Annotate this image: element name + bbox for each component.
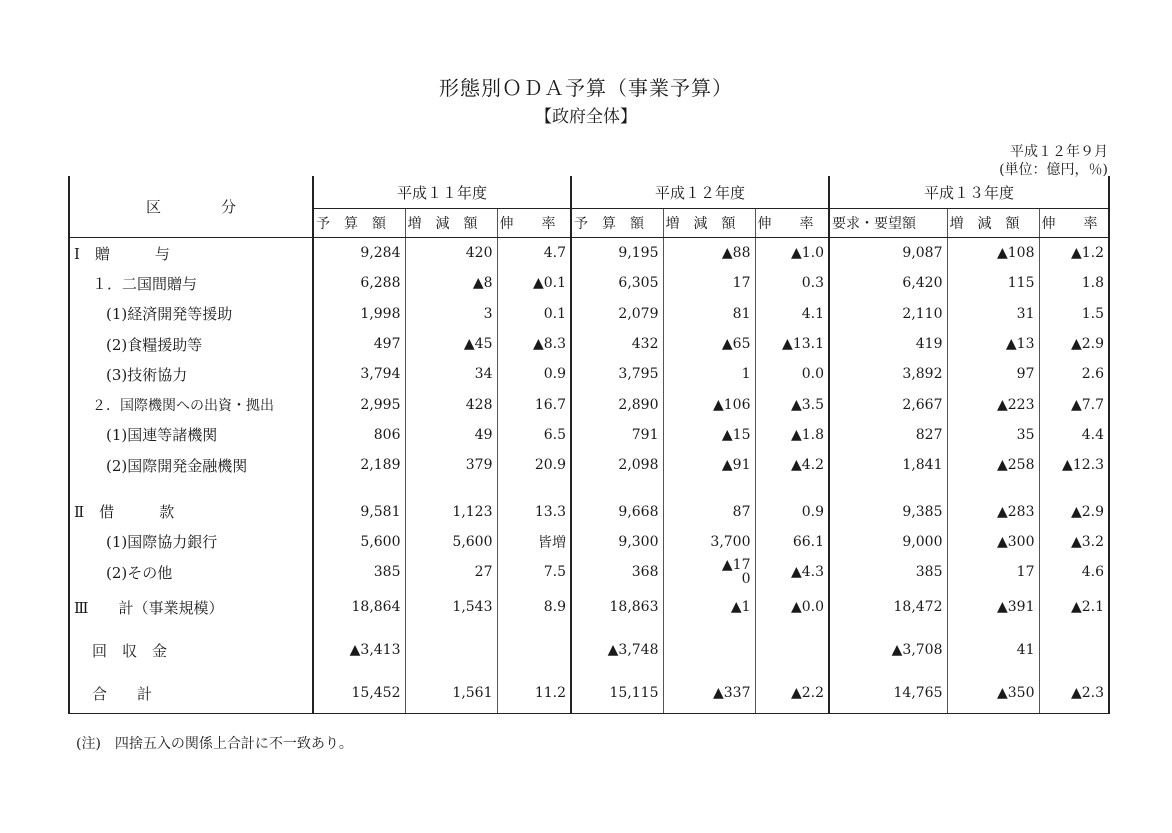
cell-value: 11.2 xyxy=(497,673,571,713)
cell-value: 15,452 xyxy=(313,673,405,713)
cell-value: ▲300 xyxy=(947,527,1039,557)
document-title: 形態別ＯＤＡ予算（事業予算） xyxy=(439,76,733,100)
cell-value: ▲65 xyxy=(663,329,755,359)
cell-value: 66.1 xyxy=(755,527,829,557)
cell-value: ▲8 xyxy=(405,268,497,298)
row-label: (1)経済開発等援助 xyxy=(69,299,313,329)
cell-value: ▲91 xyxy=(663,450,755,480)
cell-value: 27 xyxy=(405,557,497,587)
row-label: Ⅲ 計（事業規模） xyxy=(69,587,313,627)
cell-value: 2,995 xyxy=(313,389,405,419)
cell-value: ▲88 xyxy=(663,238,755,269)
cell-value: ▲3.5 xyxy=(755,389,829,419)
cell-value: ▲1.2 xyxy=(1039,238,1109,269)
cell-value: ▲12.3 xyxy=(1039,450,1109,480)
cell-value: ▲2.9 xyxy=(1039,329,1109,359)
cell-value: ▲223 xyxy=(947,389,1039,419)
table-row xyxy=(69,557,1109,587)
cell-value xyxy=(663,557,755,587)
cell-value: 97 xyxy=(947,359,1039,389)
cell-value: 432 xyxy=(571,329,663,359)
cell-value: ▲2.3 xyxy=(1039,673,1109,713)
cell-value: ▲13.1 xyxy=(755,329,829,359)
cell-value: 1,123 xyxy=(405,496,497,526)
cell-value: 20.9 xyxy=(497,450,571,480)
cell-value: ▲108 xyxy=(947,238,1039,269)
table-row xyxy=(69,420,1109,450)
cell-value: ▲2.9 xyxy=(1039,496,1109,526)
cell-value: 9,668 xyxy=(571,496,663,526)
change-header: 増 減 額 xyxy=(947,209,1039,238)
cell-value: 6,305 xyxy=(571,268,663,298)
cell-value: ▲283 xyxy=(947,496,1039,526)
cell-value: ▲0.1 xyxy=(497,268,571,298)
cell-value: 9,195 xyxy=(571,238,663,269)
table-row xyxy=(69,238,1109,269)
cell-value: 35 xyxy=(947,420,1039,450)
cell-value: 9,385 xyxy=(829,496,947,526)
row-label: (2)その他 xyxy=(69,557,313,587)
cell-value: ▲15 xyxy=(663,420,755,450)
cell-value: 3,794 xyxy=(313,359,405,389)
cell-value: 1,543 xyxy=(405,587,497,627)
cell-value: ▲3.2 xyxy=(1039,527,1109,557)
cell-value: 2,890 xyxy=(571,389,663,419)
cell-value: 18,472 xyxy=(829,587,947,627)
year-header-h11: 平成１１年度 xyxy=(313,176,571,209)
cell-value: 4.1 xyxy=(755,299,829,329)
cell-value: 2,098 xyxy=(571,450,663,480)
cell-value: 9,000 xyxy=(829,527,947,557)
change-header: 増 減 額 xyxy=(405,209,497,238)
cell-value xyxy=(663,627,755,673)
spacer-row xyxy=(69,480,1109,496)
cell-value: 1,998 xyxy=(313,299,405,329)
cell-value: 115 xyxy=(947,268,1039,298)
cell-value: 368 xyxy=(571,557,663,587)
cell-value: 17 xyxy=(947,557,1039,587)
cell-value: 3,795 xyxy=(571,359,663,389)
cell-value: 6,288 xyxy=(313,268,405,298)
cell-value: 420 xyxy=(405,238,497,269)
cell-value: 9,087 xyxy=(829,238,947,269)
cell-value: ▲1 xyxy=(663,587,755,627)
table-row xyxy=(69,450,1109,480)
change-header: 増 減 額 xyxy=(663,209,755,238)
table-row xyxy=(69,299,1109,329)
cell-value: 1,561 xyxy=(405,673,497,713)
year-header-h13: 平成１３年度 xyxy=(829,176,1109,209)
cell-value: 3 xyxy=(405,299,497,329)
rate-header: 伸 率 xyxy=(755,209,829,238)
cell-value: 791 xyxy=(571,420,663,450)
table-row xyxy=(69,496,1109,526)
cell-value: 9,300 xyxy=(571,527,663,557)
cell-value: 4.4 xyxy=(1039,420,1109,450)
cell-value: ▲4.2 xyxy=(755,450,829,480)
cell-value xyxy=(405,627,497,673)
category-header: 区 分 xyxy=(69,176,313,238)
row-label: ２．国際機関への出資・拠出 xyxy=(69,389,313,419)
cell-value: 4.6 xyxy=(1039,557,1109,587)
budget-header: 予 算 額 xyxy=(313,209,405,238)
cell-value xyxy=(497,627,571,673)
cell-value: ▲1.8 xyxy=(755,420,829,450)
row-label: 回 収 金 xyxy=(69,627,313,673)
cell-value: 81 xyxy=(663,299,755,329)
cell-value: ▲3,413 xyxy=(313,627,405,673)
cell-value: ▲391 xyxy=(947,587,1039,627)
row-label: Ⅰ 贈 与 xyxy=(69,238,313,269)
date-label: 平成１２年９月 xyxy=(1010,144,1108,160)
table-row xyxy=(69,359,1109,389)
row-label: (1)国連等諸機関 xyxy=(69,420,313,450)
cell-value: 2,079 xyxy=(571,299,663,329)
cell-value: 1.5 xyxy=(1039,299,1109,329)
table-row xyxy=(69,627,1109,673)
cell-value: 419 xyxy=(829,329,947,359)
cell-value: 3,700 xyxy=(663,527,755,557)
table-row xyxy=(69,673,1109,713)
cell-value: 379 xyxy=(405,450,497,480)
cell-value: 0.9 xyxy=(497,359,571,389)
cell-value: 497 xyxy=(313,329,405,359)
table-row xyxy=(69,527,1109,557)
cell-value: ▲3,748 xyxy=(571,627,663,673)
cell-value: 87 xyxy=(663,496,755,526)
cell-value: 827 xyxy=(829,420,947,450)
cell-value: 6.5 xyxy=(497,420,571,450)
cell-value: 17 xyxy=(663,268,755,298)
cell-value: 31 xyxy=(947,299,1039,329)
table-row xyxy=(69,389,1109,419)
header-row-years xyxy=(69,176,1109,209)
cell-value: ▲4.3 xyxy=(755,557,829,587)
cell-value: ▲45 xyxy=(405,329,497,359)
cell-value: ▲8.3 xyxy=(497,329,571,359)
cell-value: ▲3,708 xyxy=(829,627,947,673)
oda-budget-table xyxy=(68,176,1110,714)
cell-value: 4.7 xyxy=(497,238,571,269)
cell-value: 0.9 xyxy=(755,496,829,526)
cell-value: 385 xyxy=(829,557,947,587)
cell-value: 0.1 xyxy=(497,299,571,329)
row-label: (2)国際開発金融機関 xyxy=(69,450,313,480)
row-label: (1)国際協力銀行 xyxy=(69,527,313,557)
document-subtitle: 【政府全体】 xyxy=(535,107,637,127)
budget-header: 予 算 額 xyxy=(571,209,663,238)
cell-value: ▲1.0 xyxy=(755,238,829,269)
cell-value: 13.3 xyxy=(497,496,571,526)
footnote: (注) 四捨五入の関係上合計に不一致あり。 xyxy=(76,736,353,752)
cell-value-line1: ▲17 xyxy=(721,557,751,574)
row-label: １．二国間贈与 xyxy=(69,268,313,298)
cell-value: ▲13 xyxy=(947,329,1039,359)
cell-value: 2,667 xyxy=(829,389,947,419)
row-label: (3)技術協力 xyxy=(69,359,313,389)
cell-value: ▲7.7 xyxy=(1039,389,1109,419)
row-label: (2)食糧援助等 xyxy=(69,329,313,359)
cell-value: 8.9 xyxy=(497,587,571,627)
cell-value: 9,581 xyxy=(313,496,405,526)
cell-value: 34 xyxy=(405,359,497,389)
cell-value-line2: 0 xyxy=(741,571,751,588)
cell-value: 9,284 xyxy=(313,238,405,269)
table-row xyxy=(69,329,1109,359)
cell-value: ▲258 xyxy=(947,450,1039,480)
table-row xyxy=(69,268,1109,298)
cell-value: 5,600 xyxy=(405,527,497,557)
cell-value: 806 xyxy=(313,420,405,450)
cell-value: 1.8 xyxy=(1039,268,1109,298)
cell-value: 41 xyxy=(947,627,1039,673)
cell-value: 14,765 xyxy=(829,673,947,713)
cell-value: 5,600 xyxy=(313,527,405,557)
cell-value: ▲350 xyxy=(947,673,1039,713)
table-row xyxy=(69,587,1109,627)
cell-value: ▲0.0 xyxy=(755,587,829,627)
unit-label: (単位：億円，％) xyxy=(999,162,1108,178)
year-header-h12: 平成１２年度 xyxy=(571,176,829,209)
cell-value: 1,841 xyxy=(829,450,947,480)
cell-value: 2,110 xyxy=(829,299,947,329)
cell-value: 2.6 xyxy=(1039,359,1109,389)
row-label: Ⅱ 借 款 xyxy=(69,496,313,526)
cell-value: 18,864 xyxy=(313,587,405,627)
cell-value: 385 xyxy=(313,557,405,587)
cell-value: 0.0 xyxy=(755,359,829,389)
cell-value: 0.3 xyxy=(755,268,829,298)
cell-value: 3,892 xyxy=(829,359,947,389)
cell-value: 18,863 xyxy=(571,587,663,627)
request-header: 要求・要望額 xyxy=(829,209,947,238)
cell-value xyxy=(1039,627,1109,673)
cell-value: ▲337 xyxy=(663,673,755,713)
cell-value: 2,189 xyxy=(313,450,405,480)
cell-value: 6,420 xyxy=(829,268,947,298)
cell-value: ▲2.1 xyxy=(1039,587,1109,627)
cell-value: 1 xyxy=(663,359,755,389)
cell-value xyxy=(755,627,829,673)
cell-value: ▲106 xyxy=(663,389,755,419)
cell-value: 49 xyxy=(405,420,497,450)
row-label: 合 計 xyxy=(69,673,313,713)
cell-value: 428 xyxy=(405,389,497,419)
cell-value: 15,115 xyxy=(571,673,663,713)
cell-value: 7.5 xyxy=(497,557,571,587)
cell-value: ▲2.2 xyxy=(755,673,829,713)
rate-header: 伸 率 xyxy=(1039,209,1109,238)
cell-value: 16.7 xyxy=(497,389,571,419)
rate-header: 伸 率 xyxy=(497,209,571,238)
cell-value: 皆増 xyxy=(497,527,571,557)
